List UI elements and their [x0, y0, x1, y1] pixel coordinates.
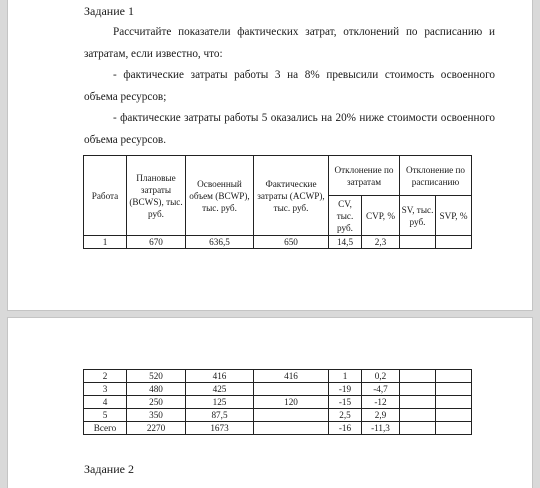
cell-cvp: -4,7: [362, 383, 400, 396]
cell-acwp: 120: [254, 396, 329, 409]
cell-acwp: [254, 422, 329, 435]
header-cost-deviation: Отклонение по затратам: [329, 156, 400, 196]
cell-acwp: [254, 383, 329, 396]
cell-bcwp: 425: [186, 383, 254, 396]
header-svp: SVP, %: [436, 196, 472, 236]
cell-work: 3: [84, 383, 127, 396]
cell-acwp: 416: [254, 370, 329, 383]
cell-work: 2: [84, 370, 127, 383]
cell-sv: [400, 236, 436, 249]
cell-bcwp: 125: [186, 396, 254, 409]
cell-cv: 2,5: [329, 409, 362, 422]
cell-work: 4: [84, 396, 127, 409]
cell-bcws: 670: [127, 236, 186, 249]
cell-bcwp: 1673: [186, 422, 254, 435]
cell-bcws: 2270: [127, 422, 186, 435]
cell-acwp: 650: [254, 236, 329, 249]
cell-svp: [436, 422, 472, 435]
cell-cvp: 2,9: [362, 409, 400, 422]
cell-bcws: 520: [127, 370, 186, 383]
table-row-total: [84, 422, 472, 435]
cell-sv: [400, 383, 436, 396]
header-acwp: Фактические затраты (ACWP), тыс. руб.: [254, 156, 329, 236]
cell-svp: [436, 383, 472, 396]
cell-acwp: [254, 409, 329, 422]
cell-bcws: 350: [127, 409, 186, 422]
document-page-2: [8, 318, 532, 488]
table-row: [84, 370, 472, 383]
cell-cv: 1: [329, 370, 362, 383]
header-cvp: CVP, %: [362, 196, 400, 236]
header-work: Работа: [84, 156, 127, 236]
cell-bcws: 480: [127, 383, 186, 396]
document-page-1: [8, 0, 532, 310]
cell-bcwp: 416: [186, 370, 254, 383]
cell-cv: -16: [329, 422, 362, 435]
task1-intro: Рассчитайте показатели фактических затрат, отклонений по расписанию и затратам, если известно, что:: [84, 26, 495, 60]
table-row: [84, 396, 472, 409]
cell-sv: [400, 422, 436, 435]
cell-bcwp: 87,5: [186, 409, 254, 422]
variance-table-continued: [83, 369, 472, 435]
table-row: [84, 409, 472, 422]
header-sv: SV, тыс. руб.: [400, 196, 436, 236]
header-schedule-deviation: Отклонение по расписанию: [400, 156, 472, 196]
header-bcwp: Освоенный объем (BCWP), тыс. руб.: [186, 156, 254, 236]
cell-sv: [400, 396, 436, 409]
cell-cvp: -11,3: [362, 422, 400, 435]
cell-cv: -19: [329, 383, 362, 396]
cell-bcwp: 636,5: [186, 236, 254, 249]
cell-cvp: -12: [362, 396, 400, 409]
table-row: [84, 383, 472, 396]
table-row: [84, 236, 472, 249]
cell-svp: [436, 236, 472, 249]
task1-condition-1: - фактические затраты работы 3 на 8% превысили стоимость освоенного объема ресурсов;: [84, 69, 495, 103]
cell-sv: [400, 370, 436, 383]
task1-condition-2: - фактические затраты работы 5 оказались на 20% ниже стоимости освоенного объема ресурсов.: [84, 112, 495, 146]
cell-sv: [400, 409, 436, 422]
cell-work: 1: [84, 236, 127, 249]
header-bcws: Плановые затраты (BCWS), тыс. руб.: [127, 156, 186, 236]
cell-bcws: 250: [127, 396, 186, 409]
task2-heading: Задание 2: [84, 462, 134, 476]
cell-cvp: 2,3: [362, 236, 400, 249]
cell-cv: -15: [329, 396, 362, 409]
cell-svp: [436, 370, 472, 383]
cell-svp: [436, 396, 472, 409]
cell-cvp: 0,2: [362, 370, 400, 383]
header-cv: CV, тыс. руб.: [329, 196, 362, 236]
cell-svp: [436, 409, 472, 422]
cell-work: 5: [84, 409, 127, 422]
cell-work: Всего: [84, 422, 127, 435]
cell-cv: 14,5: [329, 236, 362, 249]
task1-heading: Задание 1: [84, 4, 134, 18]
variance-table-top: [83, 155, 472, 249]
